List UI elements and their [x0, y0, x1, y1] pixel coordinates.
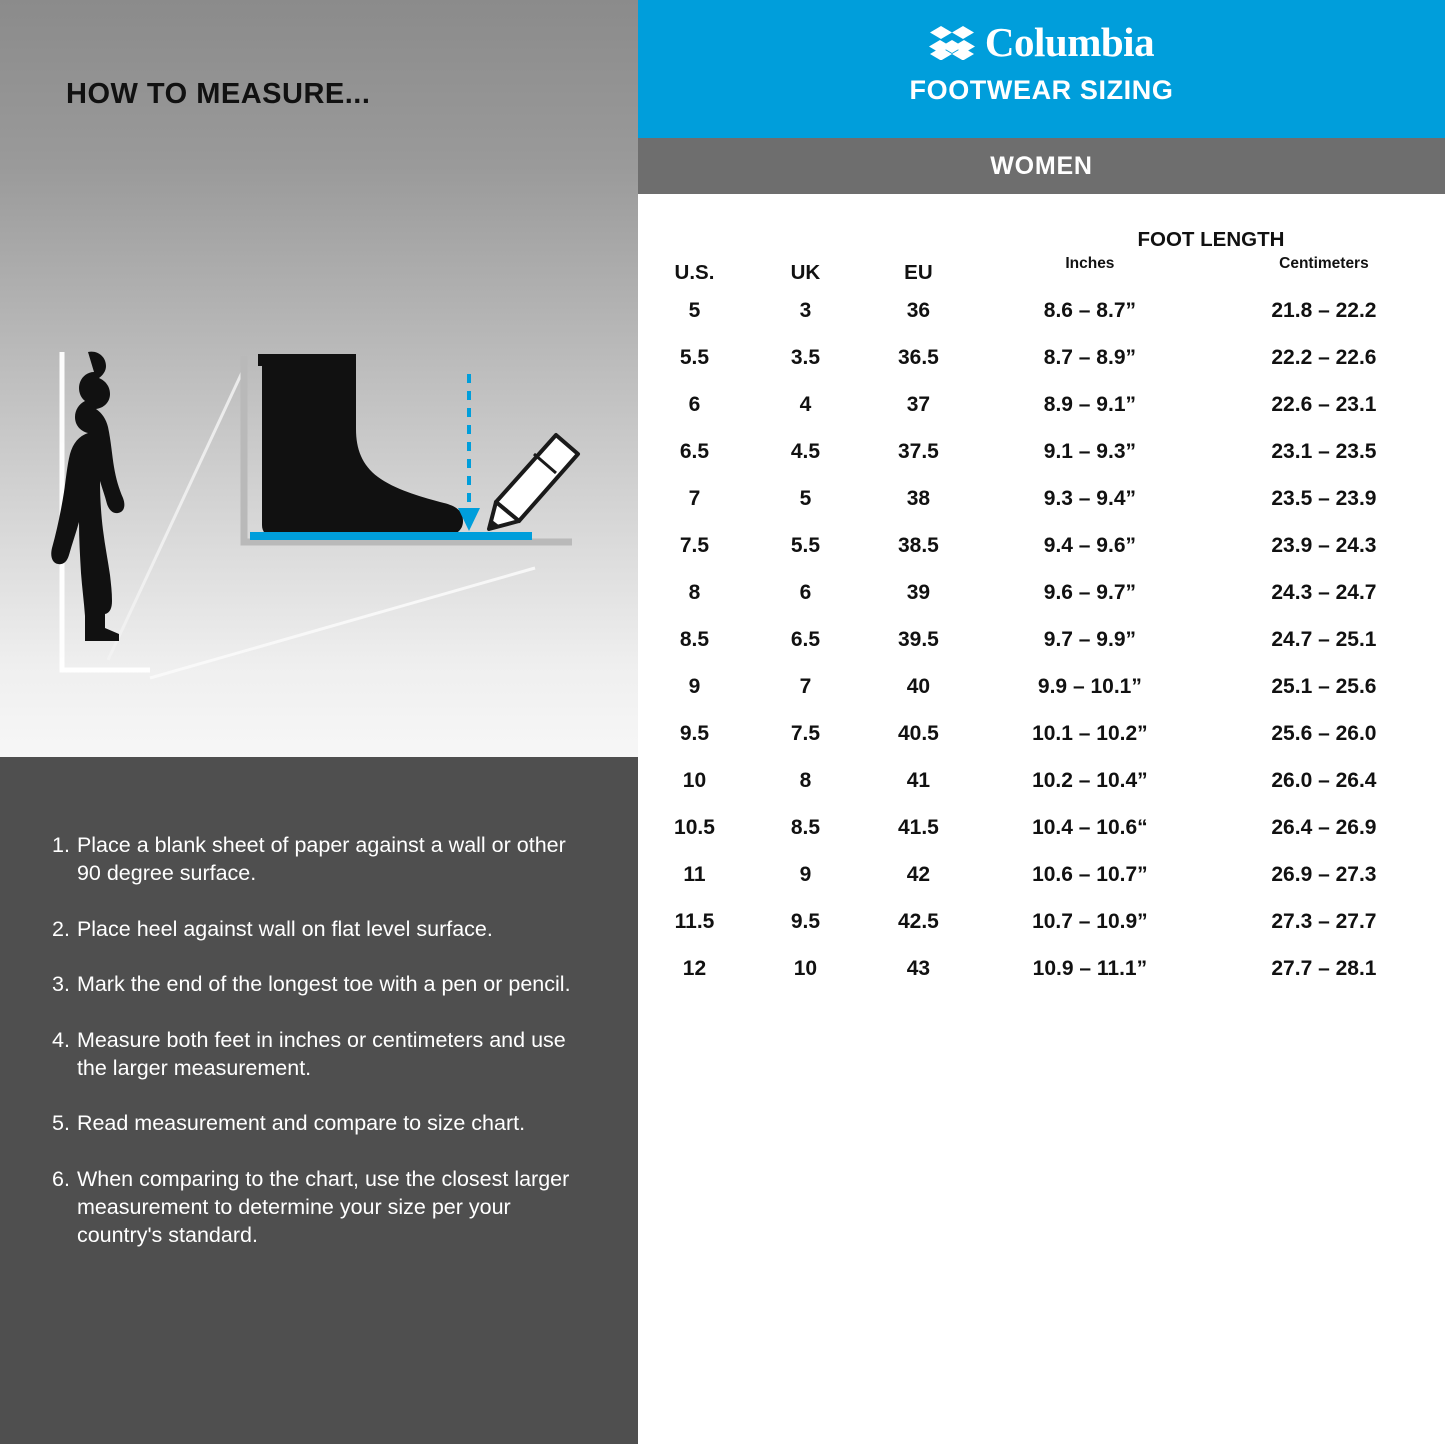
size-chart-table — [638, 194, 1445, 992]
columbia-diamond-logo-icon — [929, 26, 975, 60]
step-text: Place a blank sheet of paper against a wall or other 90 degree surface. — [76, 833, 566, 886]
cell-inches: 9.6 – 9.7” — [1043, 580, 1136, 604]
instructions-panel — [0, 757, 638, 1444]
cell-uk: 5.5 — [790, 533, 821, 557]
cell-us: 6.5 — [679, 439, 710, 463]
table-row — [638, 851, 1445, 898]
cell-us: 11.5 — [674, 909, 715, 933]
list-item — [52, 1109, 590, 1137]
cell-us: 10.5 — [674, 815, 715, 839]
cell-eu: 38.5 — [897, 533, 939, 557]
step-number: 4. — [52, 1027, 70, 1052]
cell-uk: 9.5 — [790, 909, 821, 933]
cell-uk: 9 — [799, 862, 812, 886]
cell-eu: 39 — [906, 580, 931, 604]
list-item — [52, 970, 590, 998]
cell-cm: 27.3 – 27.7 — [1271, 909, 1377, 933]
column-header-eu: EU — [904, 261, 933, 284]
cell-uk: 4.5 — [790, 439, 821, 463]
table-row — [638, 945, 1445, 992]
right-column — [638, 0, 1445, 1444]
cell-eu: 41 — [906, 768, 931, 792]
cell-us: 8.5 — [679, 627, 710, 651]
cell-us: 7.5 — [679, 533, 710, 557]
cell-inches: 10.1 – 10.2” — [1032, 721, 1148, 745]
cell-inches: 10.4 – 10.6“ — [1032, 815, 1148, 839]
step-text: Mark the end of the longest toe with a pen or pencil. — [76, 972, 571, 997]
column-header-centimeters: Centimeters — [1279, 255, 1369, 272]
page-title: HOW TO MEASURE... — [66, 78, 371, 110]
cell-uk: 6 — [799, 580, 812, 604]
column-header-inches: Inches — [1065, 255, 1115, 272]
cell-cm: 23.5 – 23.9 — [1271, 486, 1377, 510]
table-row — [638, 287, 1445, 334]
cell-cm: 24.3 – 24.7 — [1271, 580, 1377, 604]
cell-cm: 26.4 – 26.9 — [1271, 815, 1377, 839]
cell-uk: 6.5 — [790, 627, 821, 651]
cell-inches: 10.7 – 10.9” — [1032, 909, 1148, 933]
cell-cm: 21.8 – 22.2 — [1271, 298, 1377, 322]
column-header-foot-length: FOOT LENGTH — [1137, 228, 1285, 251]
cell-inches: 10.6 – 10.7” — [1032, 862, 1148, 886]
cell-eu: 37.5 — [897, 439, 939, 463]
cell-inches: 8.6 – 8.7” — [1043, 298, 1136, 322]
list-item — [52, 915, 590, 943]
step-number: 3. — [52, 972, 70, 997]
cell-cm: 23.1 – 23.5 — [1271, 439, 1377, 463]
table-row — [638, 522, 1445, 569]
cell-inches: 8.9 – 9.1” — [1043, 392, 1136, 416]
down-arrow-icon — [458, 374, 480, 531]
cell-inches: 9.7 – 9.9” — [1043, 627, 1136, 651]
table-header-row — [638, 194, 1445, 254]
step-text: Measure both feet in inches or centimeters and use the larger measurement. — [76, 1027, 566, 1080]
cell-us: 9 — [688, 674, 701, 698]
cell-eu: 42 — [906, 862, 931, 886]
step-number: 5. — [52, 1111, 70, 1136]
cell-cm: 26.9 – 27.3 — [1271, 862, 1377, 886]
table-row — [638, 475, 1445, 522]
cell-us: 8 — [688, 580, 701, 604]
list-item — [52, 1165, 590, 1250]
cell-cm: 25.1 – 25.6 — [1271, 674, 1377, 698]
list-item — [52, 1026, 590, 1083]
cell-cm: 24.7 – 25.1 — [1271, 627, 1377, 651]
table-row — [638, 663, 1445, 710]
cell-us: 10 — [682, 768, 707, 792]
pencil-icon — [489, 435, 578, 529]
cell-uk: 7 — [799, 674, 812, 698]
step-number: 6. — [52, 1166, 70, 1191]
table-row — [638, 757, 1445, 804]
cell-us: 5.5 — [679, 345, 710, 369]
cell-uk: 7.5 — [790, 721, 821, 745]
step-text: Read measurement and compare to size chart. — [76, 1111, 526, 1136]
cell-eu: 43 — [906, 956, 931, 980]
cell-us: 12 — [682, 956, 707, 980]
cell-uk: 3.5 — [790, 345, 821, 369]
cell-eu: 41.5 — [897, 815, 939, 839]
cell-inches: 10.2 – 10.4” — [1032, 768, 1148, 792]
left-column — [0, 0, 638, 1444]
cell-uk: 8.5 — [790, 815, 821, 839]
cell-cm: 25.6 – 26.0 — [1271, 721, 1377, 745]
foot-sock-silhouette-icon — [258, 354, 463, 536]
step-text: Place heel against wall on flat level surface. — [76, 916, 493, 941]
brand-header — [638, 0, 1445, 138]
step-number: 1. — [52, 833, 70, 857]
cell-eu: 40 — [906, 674, 931, 698]
table-row — [638, 428, 1445, 475]
brand-name: Columbia — [984, 19, 1155, 65]
cell-inches: 9.4 – 9.6” — [1043, 533, 1136, 557]
cell-uk: 5 — [799, 486, 812, 510]
cell-uk: 4 — [799, 392, 812, 416]
list-item — [52, 831, 590, 888]
table-row — [638, 381, 1445, 428]
cell-us: 7 — [688, 486, 701, 510]
gender-banner: WOMEN — [638, 138, 1445, 194]
table-row — [638, 898, 1445, 945]
cell-eu: 36 — [906, 298, 931, 322]
cell-cm: 26.0 – 26.4 — [1271, 768, 1377, 792]
table-row — [638, 569, 1445, 616]
cell-us: 11 — [683, 862, 706, 886]
table-row — [638, 804, 1445, 851]
cell-us: 6 — [688, 392, 701, 416]
measurement-illustration — [0, 330, 638, 710]
cell-cm: 22.6 – 23.1 — [1271, 392, 1377, 416]
table-row — [638, 334, 1445, 381]
cell-us: 9.5 — [679, 721, 710, 745]
cell-us: 5 — [688, 298, 701, 322]
measurement-line — [250, 532, 532, 540]
table-row — [638, 616, 1445, 663]
cell-eu: 42.5 — [897, 909, 939, 933]
how-to-measure-panel — [0, 0, 638, 757]
cell-inches: 8.7 – 8.9” — [1043, 345, 1136, 369]
cell-uk: 3 — [799, 298, 812, 322]
cell-inches: 9.3 – 9.4” — [1043, 486, 1136, 510]
cell-cm: 22.2 – 22.6 — [1271, 345, 1377, 369]
column-header-us: U.S. — [674, 261, 715, 284]
cell-eu: 36.5 — [897, 345, 939, 369]
cell-eu: 37 — [906, 392, 931, 416]
cell-inches: 9.9 – 10.1” — [1037, 674, 1142, 698]
cell-eu: 40.5 — [897, 721, 939, 745]
cell-cm: 27.7 – 28.1 — [1271, 956, 1377, 980]
cell-eu: 39.5 — [897, 627, 939, 651]
step-number: 2. — [52, 916, 70, 941]
column-header-uk: UK — [790, 261, 821, 284]
table-row — [638, 710, 1445, 757]
cell-eu: 38 — [906, 486, 931, 510]
cell-inches: 9.1 – 9.3” — [1043, 439, 1136, 463]
step-text: When comparing to the chart, use the closest larger measurement to determine your size per your country's standard. — [76, 1166, 570, 1248]
brand-subtitle: FOOTWEAR SIZING — [909, 75, 1174, 105]
cell-uk: 8 — [799, 768, 812, 792]
cell-cm: 23.9 – 24.3 — [1271, 533, 1377, 557]
cell-inches: 10.9 – 11.1” — [1032, 956, 1148, 980]
cell-uk: 10 — [793, 956, 818, 980]
